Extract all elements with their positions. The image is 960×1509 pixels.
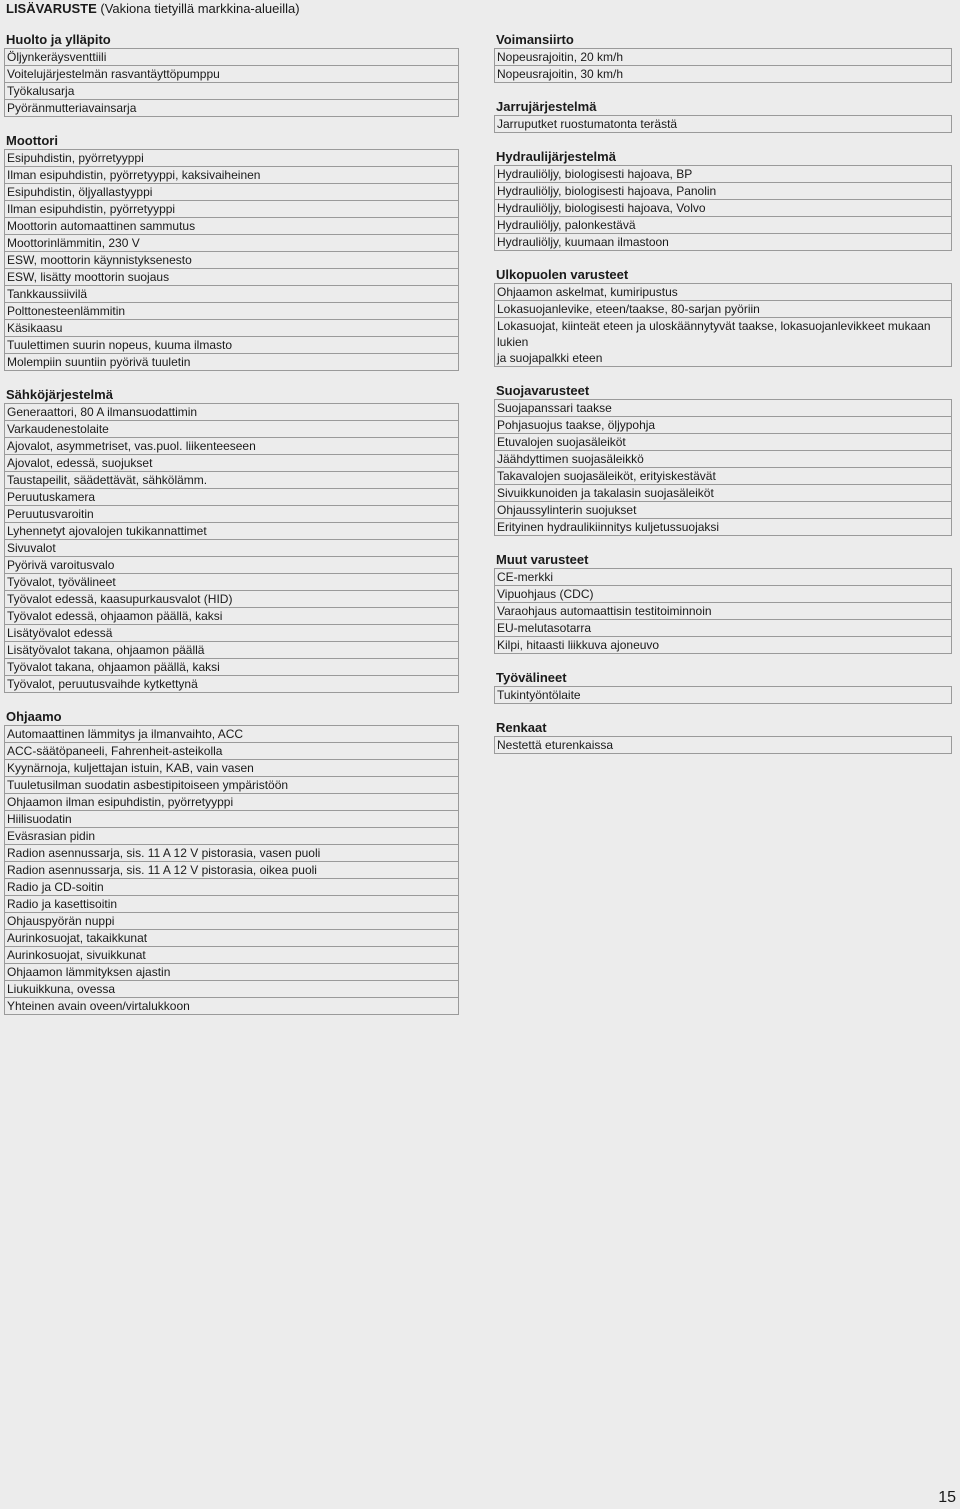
list-item: Eväsrasian pidin	[4, 828, 459, 845]
list-item: Pyöränmutteriavainsarja	[4, 100, 459, 117]
list-item: Kyynärnoja, kuljettajan istuin, KAB, vain vasen	[4, 760, 459, 777]
list-item: Ohjaamon lämmityksen ajastin	[4, 964, 459, 981]
section-jarrujarjestelma	[494, 99, 952, 133]
list-item: Sivuikkunoiden ja takalasin suojasäleiköt	[494, 485, 952, 502]
list-item: Pohjasuojus taakse, öljypohja	[494, 417, 952, 434]
list-item: Yhteinen avain oveen/virtalukkoon	[4, 998, 459, 1015]
list-item: Hiilisuodatin	[4, 811, 459, 828]
item-list	[494, 283, 952, 367]
section-muut-varusteet	[494, 552, 952, 654]
list-item: EU-melutasotarra	[494, 620, 952, 637]
list-item: Aurinkosuojat, takaikkunat	[4, 930, 459, 947]
left-column	[4, 32, 459, 1031]
list-item: Käsikaasu	[4, 320, 459, 337]
list-item: Työvalot, työvälineet	[4, 574, 459, 591]
item-list	[494, 568, 952, 654]
section-title: Ohjaamo	[6, 709, 62, 724]
item-list	[494, 165, 952, 251]
list-item: Hydrauliöljy, biologisesti hajoava, Volvo	[494, 200, 952, 217]
list-item: Lokasuojat, kiinteät eteen ja uloskäännytyvät taakse, lokasuojanlevikkeet mukaan lukien ja suojapalkki eteen	[494, 318, 952, 367]
section-title: Sähköjärjestelmä	[6, 387, 113, 402]
list-item: Aurinkosuojat, sivuikkunat	[4, 947, 459, 964]
list-item: Molempiin suuntiin pyörivä tuuletin	[4, 354, 459, 371]
list-item: Kilpi, hitaasti liikkuva ajoneuvo	[494, 637, 952, 654]
section-renkaat	[494, 720, 952, 754]
item-list	[494, 686, 952, 704]
item-list	[4, 48, 459, 117]
list-item: Nestettä eturenkaissa	[494, 737, 952, 754]
list-item: Lokasuojanlevike, eteen/taakse, 80-sarjan pyöriin	[494, 301, 952, 318]
list-item: Tukintyöntölaite	[494, 687, 952, 704]
item-list	[494, 48, 952, 83]
list-item: Suojapanssari taakse	[494, 400, 952, 417]
list-item: ESW, moottorin käynnistyksenesto	[4, 252, 459, 269]
list-item: Vipuohjaus (CDC)	[494, 586, 952, 603]
list-item: Hydrauliöljy, kuumaan ilmastoon	[494, 234, 952, 251]
page-subtitle: (Vakiona tietyillä markkina-alueilla)	[100, 1, 300, 16]
list-item: Radio ja kasettisoitin	[4, 896, 459, 913]
list-item: Lyhennetyt ajovalojen tukikannattimet	[4, 523, 459, 540]
section-suojavarusteet	[494, 383, 952, 536]
list-item: Hydrauliöljy, palonkestävä	[494, 217, 952, 234]
list-item: Ohjauspyörän nuppi	[4, 913, 459, 930]
list-item: Nopeusrajoitin, 20 km/h	[494, 49, 952, 66]
list-item: Taustapeilit, säädettävät, sähkölämm.	[4, 472, 459, 489]
item-list	[4, 403, 459, 693]
list-item: Nopeusrajoitin, 30 km/h	[494, 66, 952, 83]
list-item: Voitelujärjestelmän rasvantäyttöpumppu	[4, 66, 459, 83]
list-item: Öljynkeräysventtiili	[4, 49, 459, 66]
list-item: Esipuhdistin, öljyallastyyppi	[4, 184, 459, 201]
list-item: Työkalusarja	[4, 83, 459, 100]
item-list	[494, 115, 952, 133]
list-item: Tuulettimen suurin nopeus, kuuma ilmasto	[4, 337, 459, 354]
list-item: Työvalot edessä, ohjaamon päällä, kaksi	[4, 608, 459, 625]
list-item: Varaohjaus automaattisin testitoiminnoin	[494, 603, 952, 620]
list-item: Hydrauliöljy, biologisesti hajoava, BP	[494, 166, 952, 183]
section-title: Jarrujärjestelmä	[496, 99, 597, 114]
section-title: Muut varusteet	[496, 552, 589, 567]
section-ohjaamo	[4, 709, 459, 1015]
list-item: CE-merkki	[494, 569, 952, 586]
list-item: Ajovalot, asymmetriset, vas.puol. liikenteeseen	[4, 438, 459, 455]
list-item: Hydrauliöljy, biologisesti hajoava, Panolin	[494, 183, 952, 200]
section-ulkopuolen-varusteet	[494, 267, 952, 367]
list-item: Takavalojen suojasäleiköt, erityiskestävät	[494, 468, 952, 485]
list-item: Työvalot, peruutusvaihde kytkettynä	[4, 676, 459, 693]
section-tyovalineet	[494, 670, 952, 704]
list-item: Esipuhdistin, pyörretyyppi	[4, 150, 459, 167]
list-item: ESW, lisätty moottorin suojaus	[4, 269, 459, 286]
section-title: Renkaat	[496, 720, 547, 735]
page-header	[6, 1, 300, 16]
item-list	[4, 149, 459, 371]
list-item: ACC-säätöpaneeli, Fahrenheit-asteikolla	[4, 743, 459, 760]
section-sahkojarjestelma	[4, 387, 459, 693]
section-huolto-ja-yllapito	[4, 32, 459, 117]
list-item: Jäähdyttimen suojasäleikkö	[494, 451, 952, 468]
section-title: Työvälineet	[496, 670, 567, 685]
list-item: Ohjaussylinterin suojukset	[494, 502, 952, 519]
list-item: Ajovalot, edessä, suojukset	[4, 455, 459, 472]
list-item: Polttonesteenlämmitin	[4, 303, 459, 320]
list-item: Moottorin automaattinen sammutus	[4, 218, 459, 235]
list-item: Pyörivä varoitusvalo	[4, 557, 459, 574]
section-hydraulijarjestelma	[494, 149, 952, 251]
list-item: Lisätyövalot edessä	[4, 625, 459, 642]
list-item: Jarruputket ruostumatonta terästä	[494, 116, 952, 133]
list-item: Radion asennussarja, sis. 11 A 12 V pistorasia, oikea puoli	[4, 862, 459, 879]
section-title: Suojavarusteet	[496, 383, 590, 398]
list-item: Erityinen hydraulikiinnitys kuljetussuojaksi	[494, 519, 952, 536]
page-number: 15	[938, 1489, 956, 1506]
item-list	[494, 736, 952, 754]
list-item: Moottorinlämmitin, 230 V	[4, 235, 459, 252]
list-item: Ilman esipuhdistin, pyörretyyppi	[4, 201, 459, 218]
list-item: Radion asennussarja, sis. 11 A 12 V pistorasia, vasen puoli	[4, 845, 459, 862]
list-item: Lisätyövalot takana, ohjaamon päällä	[4, 642, 459, 659]
list-item: Etuvalojen suojasäleiköt	[494, 434, 952, 451]
list-item: Työvalot edessä, kaasupurkausvalot (HID)	[4, 591, 459, 608]
section-title: Hydraulijärjestelmä	[496, 149, 616, 164]
list-item: Automaattinen lämmitys ja ilmanvaihto, ACC	[4, 726, 459, 743]
list-item: Peruutusvaroitin	[4, 506, 459, 523]
list-item: Tuuletusilman suodatin asbestipitoiseen ympäristöön	[4, 777, 459, 794]
list-item: Tankkaussiivilä	[4, 286, 459, 303]
section-title: Voimansiirto	[496, 32, 574, 47]
right-column	[494, 32, 952, 770]
list-item: Sivuvalot	[4, 540, 459, 557]
list-item: Generaattori, 80 A ilmansuodattimin	[4, 404, 459, 421]
list-item: Radio ja CD-soitin	[4, 879, 459, 896]
list-item: Varkaudenestolaite	[4, 421, 459, 438]
section-title: Ulkopuolen varusteet	[496, 267, 629, 282]
section-title: Huolto ja ylläpito	[6, 32, 111, 47]
list-item: Ohjaamon askelmat, kumiripustus	[494, 284, 952, 301]
section-title: Moottori	[6, 133, 58, 148]
item-list	[4, 725, 459, 1015]
list-item: Ohjaamon ilman esipuhdistin, pyörretyyppi	[4, 794, 459, 811]
list-item: Liukuikkuna, ovessa	[4, 981, 459, 998]
list-item: Ilman esipuhdistin, pyörretyyppi, kaksivaiheinen	[4, 167, 459, 184]
item-list	[494, 399, 952, 536]
list-item: Työvalot takana, ohjaamon päällä, kaksi	[4, 659, 459, 676]
page-title: LISÄVARUSTE	[6, 1, 97, 16]
section-moottori	[4, 133, 459, 371]
list-item: Peruutuskamera	[4, 489, 459, 506]
section-voimansiirto	[494, 32, 952, 83]
